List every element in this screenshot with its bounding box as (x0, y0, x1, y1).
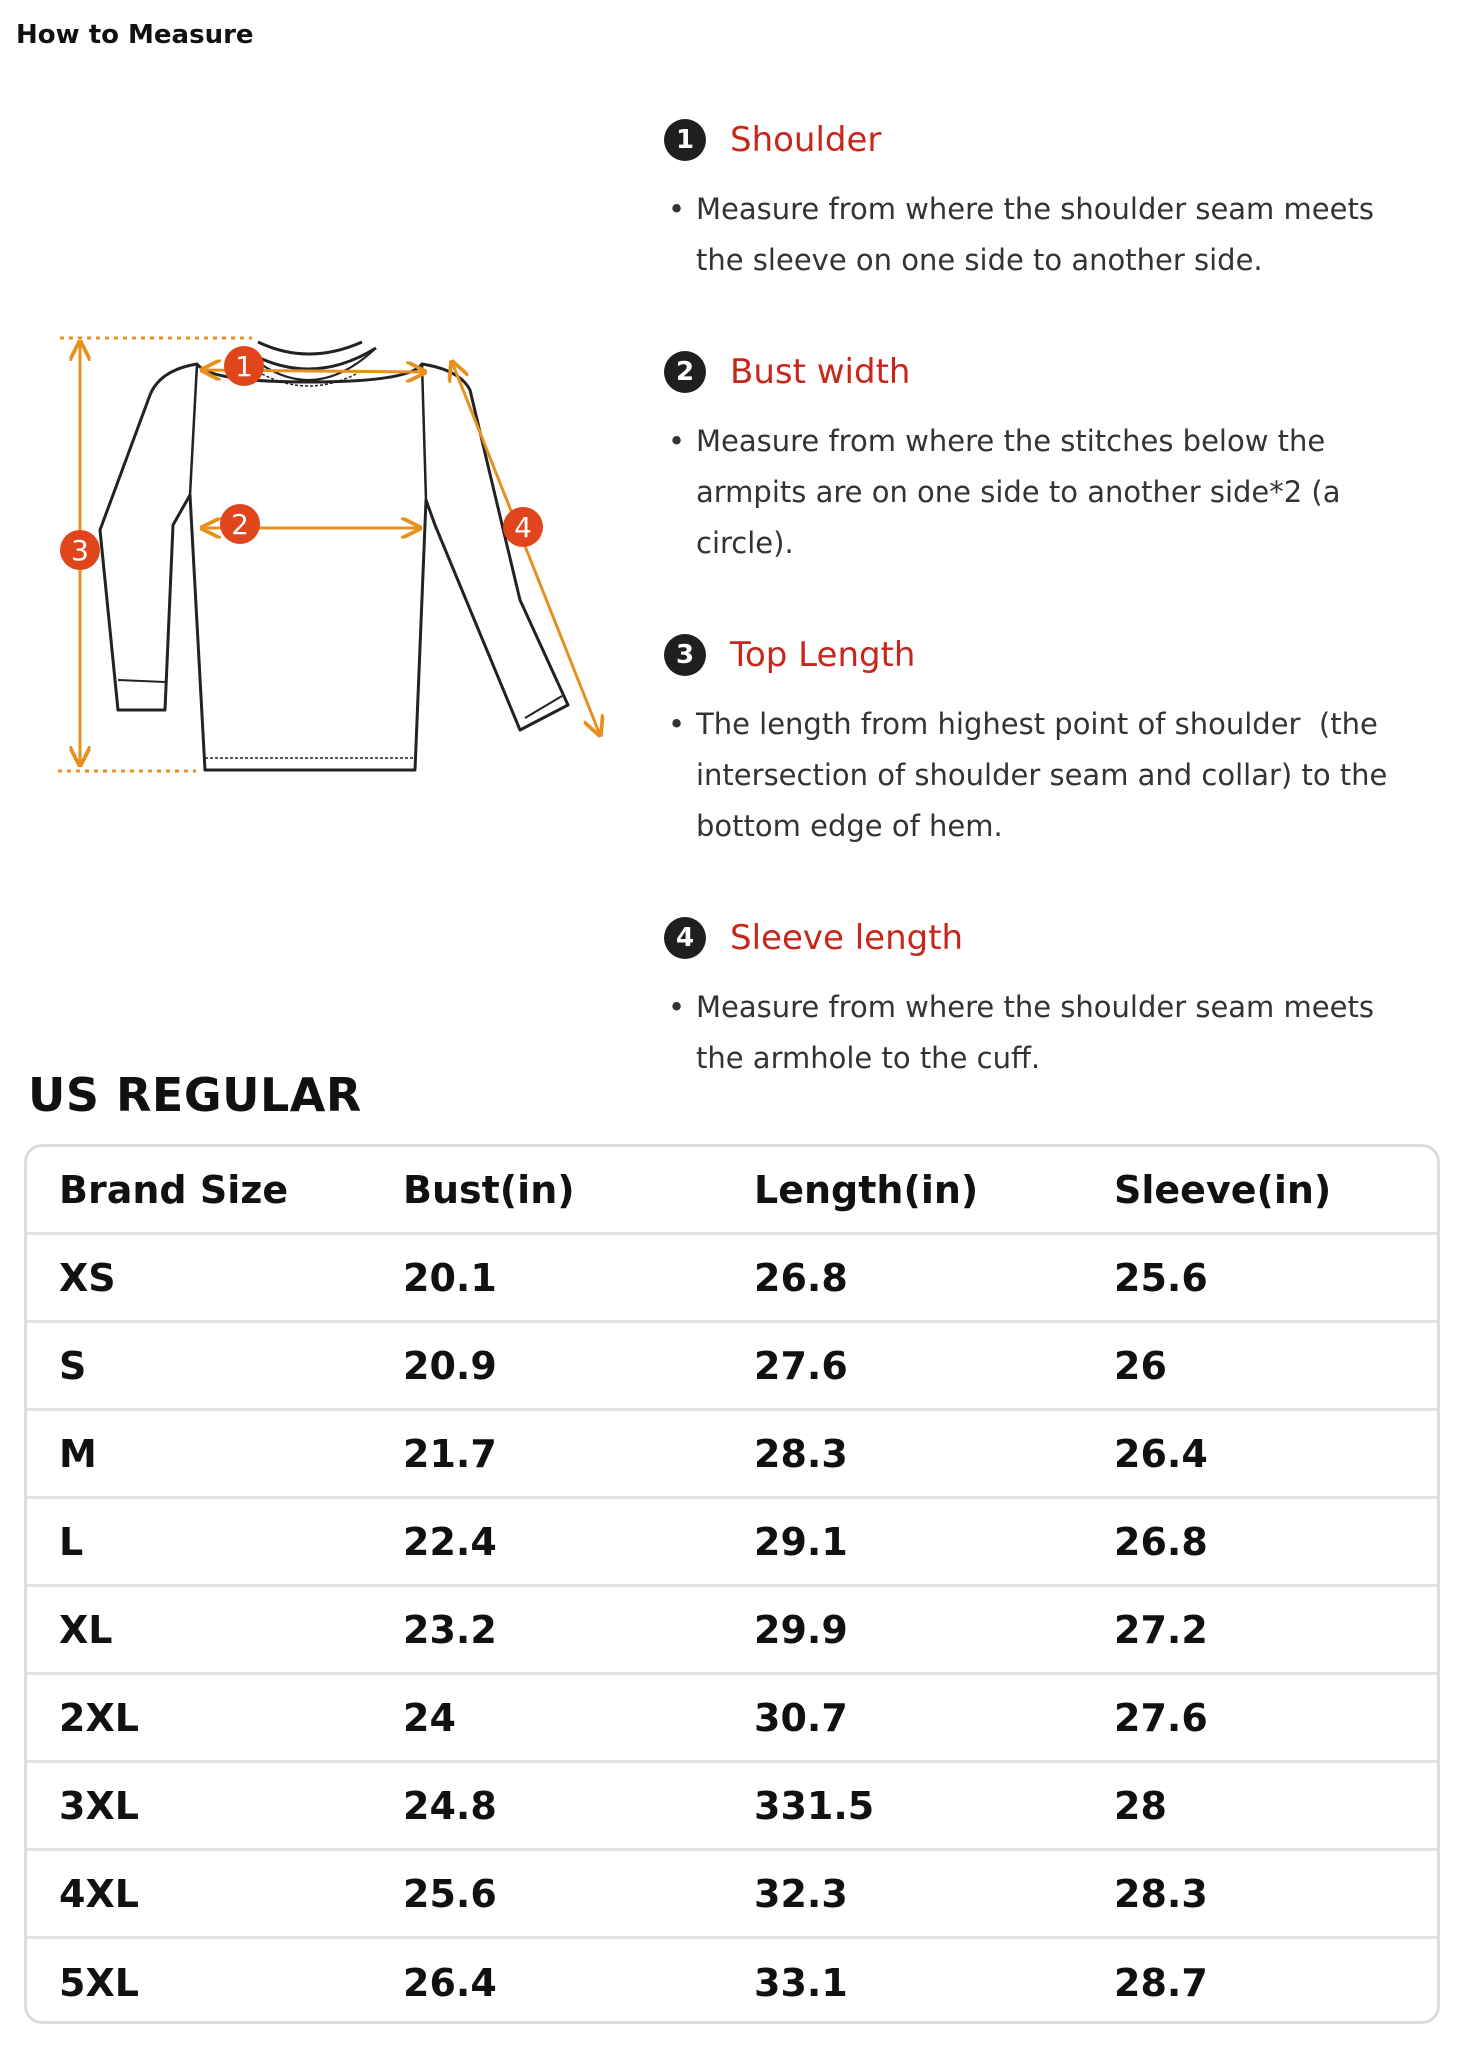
step-description: The length from highest point of shoulder (the intersection of shoulder seam and collar) to the bottom edge of hem. (696, 707, 1397, 843)
bust-cell: 25.6 (403, 1871, 497, 1916)
marker-3: 3 (71, 534, 89, 567)
size-cell: XS (59, 1255, 116, 1300)
measurement-instructions (664, 110, 1424, 1140)
step-title: Shoulder (730, 120, 882, 160)
size-cell: S (59, 1343, 87, 1388)
size-cell: 4XL (59, 1871, 139, 1916)
bust-cell: 21.7 (403, 1431, 497, 1476)
table-row (27, 1587, 1437, 1675)
length-cell: 27.6 (754, 1343, 848, 1388)
header-bust: Bust(in) (403, 1167, 575, 1212)
step-number-badge: 3 (664, 634, 706, 676)
size-cell: 3XL (59, 1783, 139, 1828)
bullet-icon: • (668, 424, 686, 458)
step-title: Bust width (730, 352, 911, 392)
step-title: Sleeve length (730, 918, 964, 958)
page-title: How to Measure (16, 20, 254, 50)
size-chart-table (24, 1144, 1440, 2024)
table-row (27, 1499, 1437, 1587)
instruction-top-length (664, 625, 1424, 852)
sleeve-cell: 26.8 (1114, 1519, 1208, 1564)
sweatshirt-icon (40, 300, 640, 800)
instruction-shoulder (664, 110, 1424, 286)
header-brand-size: Brand Size (59, 1167, 289, 1212)
step-title: Top Length (730, 635, 916, 675)
bust-cell: 23.2 (403, 1607, 497, 1652)
length-cell: 30.7 (754, 1695, 848, 1740)
size-cell: 5XL (59, 1961, 139, 2005)
size-cell: M (59, 1431, 97, 1476)
step-description: Measure from where the stitches below the armpits are on one side to another side*2 (a circle). (696, 424, 1341, 560)
marker-4: 4 (514, 511, 532, 544)
sleeve-cell: 27.2 (1114, 1607, 1208, 1652)
bust-cell: 22.4 (403, 1519, 497, 1564)
table-row (27, 1763, 1437, 1851)
header-sleeve: Sleeve(in) (1114, 1167, 1332, 1212)
header-length: Length(in) (754, 1167, 979, 1212)
length-cell: 33.1 (754, 1961, 848, 2005)
sweatshirt-measurement-diagram (40, 300, 640, 800)
sleeve-cell: 28 (1114, 1783, 1167, 1828)
sleeve-cell: 28.7 (1114, 1961, 1208, 2005)
marker-2: 2 (231, 508, 249, 541)
instruction-bust-width (664, 342, 1424, 569)
sleeve-cell: 26.4 (1114, 1431, 1208, 1476)
bust-cell: 20.1 (403, 1255, 497, 1300)
bust-cell: 24.8 (403, 1783, 497, 1828)
step-number-badge: 1 (664, 119, 706, 161)
size-cell: XL (59, 1607, 113, 1652)
sleeve-cell: 26 (1114, 1343, 1167, 1388)
bust-cell: 24 (403, 1695, 456, 1740)
length-cell: 29.9 (754, 1607, 848, 1652)
instruction-sleeve-length (664, 908, 1424, 1084)
size-cell: L (59, 1519, 84, 1564)
table-row (27, 1411, 1437, 1499)
length-cell: 32.3 (754, 1871, 848, 1916)
length-cell: 28.3 (754, 1431, 848, 1476)
table-row (27, 1851, 1437, 1939)
bullet-icon: • (668, 192, 686, 226)
bust-cell: 26.4 (403, 1961, 497, 2005)
size-chart-title: US REGULAR (28, 1068, 362, 1122)
bullet-icon: • (668, 707, 686, 741)
bullet-icon: • (668, 990, 686, 1024)
bust-cell: 20.9 (403, 1343, 497, 1388)
step-number-badge: 2 (664, 351, 706, 393)
length-cell: 331.5 (754, 1783, 875, 1828)
step-description: Measure from where the shoulder seam meets the armhole to the cuff. (696, 990, 1374, 1075)
table-row (27, 1675, 1437, 1763)
sleeve-cell: 25.6 (1114, 1255, 1208, 1300)
step-description: Measure from where the shoulder seam meets the sleeve on one side to another side. (696, 192, 1374, 277)
table-row (27, 1323, 1437, 1411)
table-row (27, 1235, 1437, 1323)
sleeve-cell: 27.6 (1114, 1695, 1208, 1740)
table-row (27, 1939, 1437, 2024)
sleeve-cell: 28.3 (1114, 1871, 1208, 1916)
length-cell: 29.1 (754, 1519, 848, 1564)
marker-1: 1 (235, 350, 253, 383)
size-cell: 2XL (59, 1695, 139, 1740)
length-cell: 26.8 (754, 1255, 848, 1300)
table-header-row (27, 1147, 1437, 1235)
step-number-badge: 4 (664, 917, 706, 959)
